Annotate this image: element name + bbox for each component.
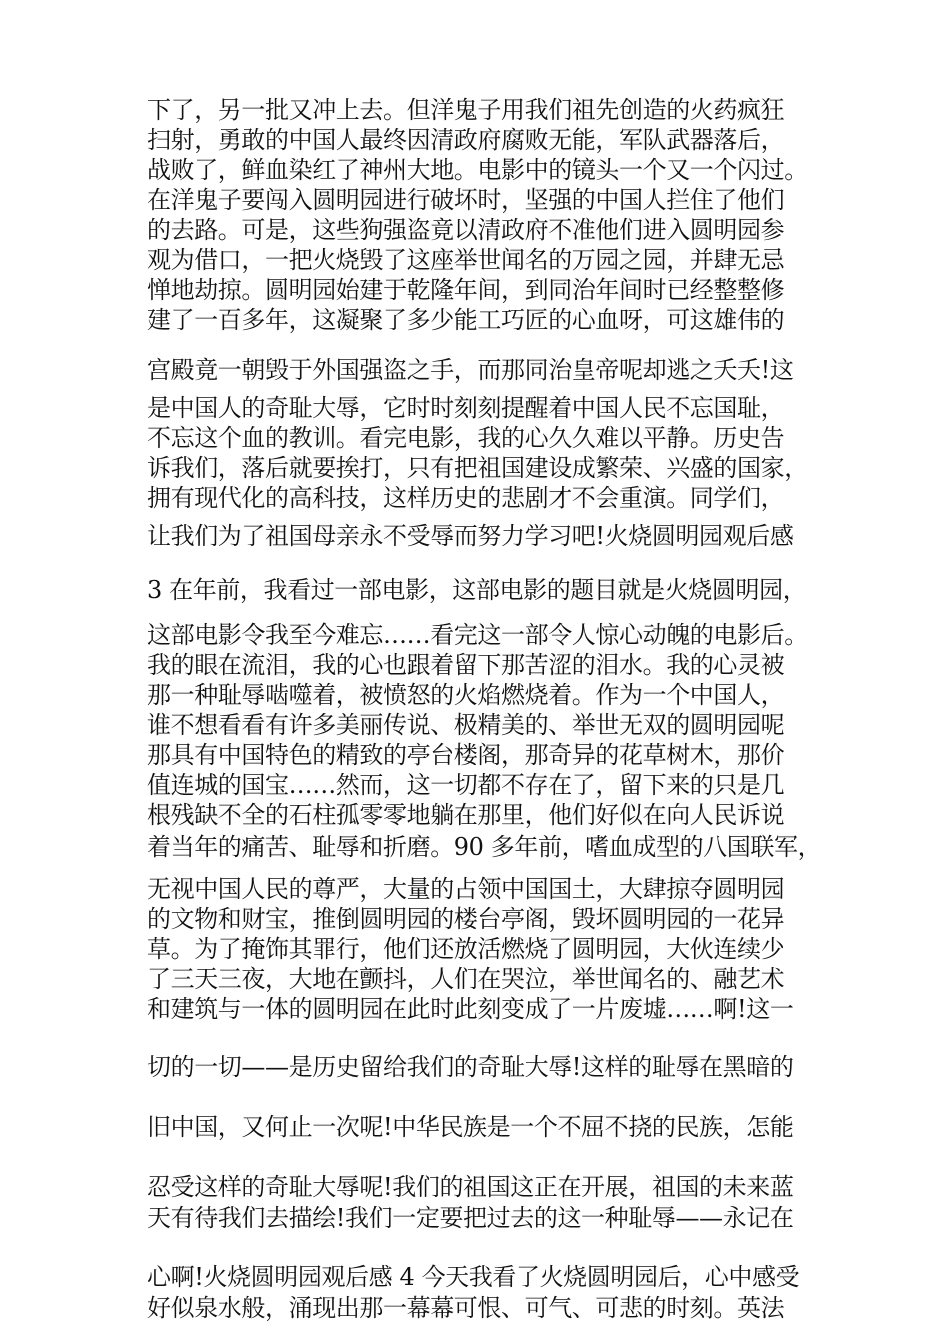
text-line: 那一种耻辱啮噬着，被愤怒的火焰燃烧着。作为一个中国人， <box>147 681 785 709</box>
text-line: 惮地劫掠。圆明园始建于乾隆年间，到同治年间时已经整整修 <box>147 276 785 304</box>
text-line: 了三天三夜，大地在颤抖，人们在哭泣，举世闻名的、融艺术 <box>147 965 785 993</box>
text-line: 根残缺不全的石柱孤零零地躺在那里，他们好似在向人民诉说 <box>147 801 785 829</box>
text-line: 建了一百多年，这凝聚了多少能工巧匠的心血呀，可这雄伟的 <box>147 306 785 334</box>
text-line: 值连城的国宝……然而，这一切都不存在了，留下来的只是几 <box>147 771 785 799</box>
text-line: 拥有现代化的高科技，这样历史的悲剧才不会重演。同学们， <box>147 484 785 512</box>
text-line: 下了，另一批又冲上去。但洋鬼子用我们祖先创造的火药疯狂 <box>147 96 785 124</box>
text-line: 天有待我们去描绘!我们一定要把过去的这一种耻辱——永记在 <box>147 1204 794 1232</box>
text-line: 那具有中国特色的精致的亭台楼阁，那奇异的花草树木，那价 <box>147 741 785 769</box>
text-line: 好似泉水般，涌现出那一幕幕可恨、可气、可悲的时刻。英法 <box>147 1294 785 1322</box>
text-line: 忍受这样的奇耻大辱呢!我们的祖国这正在开展，祖国的未来蓝 <box>147 1173 794 1201</box>
text-line: 这部电影令我至今难忘……看完这一部令人惊心动魄的电影后。 <box>147 621 808 649</box>
text-line: 宫殿竟一朝毁于外国强盗之手，而那同治皇帝呢却逃之夭夭!这 <box>147 356 794 384</box>
text-line: 战败了，鲜血染红了神州大地。电影中的镜头一个又一个闪过。 <box>147 156 808 184</box>
text-line: 和建筑与一体的圆明园在此时此刻变成了一片废墟……啊!这一 <box>147 995 794 1023</box>
text-line: 无视中国人民的尊严，大量的占领中国国土，大肆掠夺圆明园 <box>147 875 785 903</box>
text-line: 是中国人的奇耻大辱，它时时刻刻提醒着中国人民不忘国耻， <box>147 394 785 422</box>
text-line: 切的一切——是历史留给我们的奇耻大辱!这样的耻辱在黑暗的 <box>147 1053 794 1081</box>
text-line: 的文物和财宝，推倒圆明园的楼台亭阁，毁坏圆明园的一花异 <box>147 905 785 933</box>
text-line: 扫射，勇敢的中国人最终因清政府腐败无能，军队武器落后， <box>147 126 785 154</box>
text-line: 的去路。可是，这些狗强盗竟以清政府不准他们进入圆明园参 <box>147 216 785 244</box>
text-line: 观为借口，一把火烧毁了这座举世闻名的万园之园，并肆无忌 <box>147 246 785 274</box>
text-line: 在洋鬼子要闯入圆明园进行破坏时，坚强的中国人拦住了他们 <box>147 186 785 214</box>
text-line: 3 在年前，我看过一部电影，这部电影的题目就是火烧圆明园， <box>147 576 807 604</box>
text-line: 着当年的痛苦、耻辱和折磨。90 多年前，嗜血成型的八国联军， <box>147 833 822 861</box>
text-line: 我的眼在流泪，我的心也跟着留下那苦涩的泪水。我的心灵被 <box>147 651 785 679</box>
text-line: 旧中国，又何止一次呢!中华民族是一个不屈不挠的民族，怎能 <box>147 1113 794 1141</box>
text-line: 让我们为了祖国母亲永不受辱而努力学习吧!火烧圆明园观后感 <box>147 522 794 550</box>
text-line: 不忘这个血的教训。看完电影，我的心久久难以平静。历史告 <box>147 424 785 452</box>
text-line: 谁不想看看有许多美丽传说、极精美的、举世无双的圆明园呢 <box>147 711 785 739</box>
text-line: 草。为了掩饰其罪行，他们还放活燃烧了圆明园，大伙连续少 <box>147 935 785 963</box>
text-line: 诉我们，落后就要挨打，只有把祖国建设成繁荣、兴盛的国家， <box>147 454 808 482</box>
text-line: 心啊!火烧圆明园观后感 4 今天我看了火烧圆明园后，心中感受 <box>147 1263 800 1291</box>
